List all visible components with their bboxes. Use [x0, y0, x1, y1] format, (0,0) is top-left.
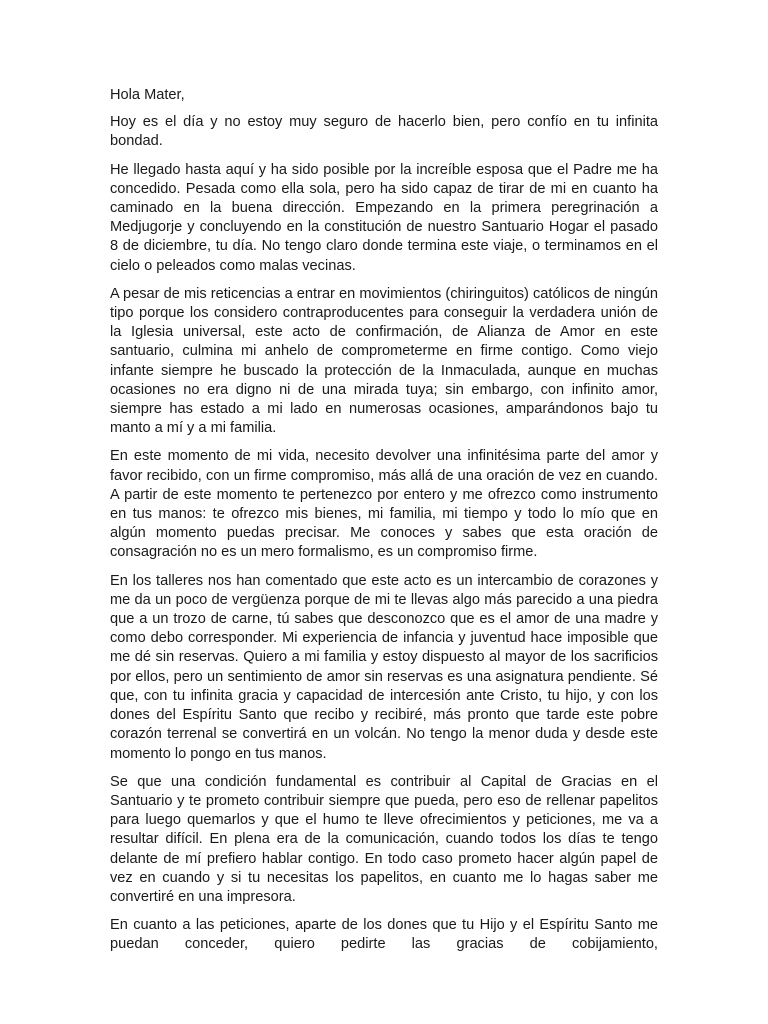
letter-body	[110, 86, 658, 955]
paragraph-2: He llegado hasta aquí y ha sido posible por la increíble esposa que el Padre me ha concedido. Pesada como ella sola, pero ha sido capaz de tirar de mi en cuanto ha caminado en la buena dirección. Empezando en la primera peregrinación a Medjugorje y concluyendo en la constitución de nuestro Santuario Hogar el pasado 8 de diciembre, tu día. No tengo claro donde termina este viaje, o terminamos en el cielo o peleados como malas vecinas.	[110, 161, 658, 274]
letter-greeting: Hola Mater,	[110, 87, 185, 103]
paragraph-1: Hoy es el día y no estoy muy seguro de hacerlo bien, pero confío en tu infinita bondad.	[110, 114, 658, 150]
paragraph-4: En este momento de mi vida, necesito devolver una infinitésima parte del amor y favor recibido, con un firme compromiso, más allá de una oración de vez en cuando. A partir de este momento te pertenezco por entero y me ofrezco como instrumento en tus manos: te ofrezco mis bienes, mi familia, mi tiempo y todo lo mío que en algún momento puedas precisar. Me conoces y sabes que esta oración de consagración no es un mero formalismo, es un compromiso firme.	[110, 448, 658, 561]
paragraph-7: En cuanto a las peticiones, aparte de los dones que tu Hijo y el Espíritu Santo me puedan conceder, quiero pedirte las gracias de cobijamiento,	[110, 917, 658, 953]
paragraph-6: Se que una condición fundamental es contribuir al Capital de Gracias en el Santuario y te prometo contribuir siempre que pueda, pero eso de rellenar papelitos para luego quemarlos y que el humo te lleve ofrecimientos y peticiones, me va a resultar difícil. En plena era de la comunicación, cuando todos los días te tengo delante de mí prefiero hablar contigo. En todo caso prometo hacer algún papel de vez en cuando y si tu necesitas los papelitos, en cuanto me lo hagas saber me convertiré en una impresora.	[110, 773, 658, 905]
paragraph-5: En los talleres nos han comentado que este acto es un intercambio de corazones y me da un poco de vergüenza porque de mi te llevas algo más parecido a una piedra que a un trozo de carne, tú sabes que desconozco que es el amor de una madre y como debo corresponder. Mi experiencia de infancia y juventud hace imposible que me dé sin reservas. Quiero a mi familia y estoy dispuesto al mayor de los sacrificios por ellos, pero un sentimiento de amor sin reservas es una asignatura pendiente. Sé que, con tu infinita gracia y capacidad de intercesión ante Cristo, tu hijo, y con los dones del Espíritu Santo que recibo y recibiré, más pronto que tarde este pobre corazón terrenal se convertirá en un volcán. No tengo la menor duda y desde este momento lo pongo en tus manos.	[110, 572, 658, 762]
paragraph-3: A pesar de mis reticencias a entrar en movimientos (chiringuitos) católicos de ningún tipo porque los considero contraproducentes para conseguir la verdadera unión de la Iglesia universal, este acto de confirmación, de Alianza de Amor en este santuario, culmina mi anhelo de comprometerme en firme contigo. Como viejo infante siempre he buscado la protección de la Inmaculada, aunque en muchas ocasiones no era digno ni de una mirada tuya; sin embargo, con infinito amor, siempre has estado a mi lado en numerosas ocasiones, amparándonos bajo tu manto a mí y a mi familia.	[110, 285, 658, 437]
